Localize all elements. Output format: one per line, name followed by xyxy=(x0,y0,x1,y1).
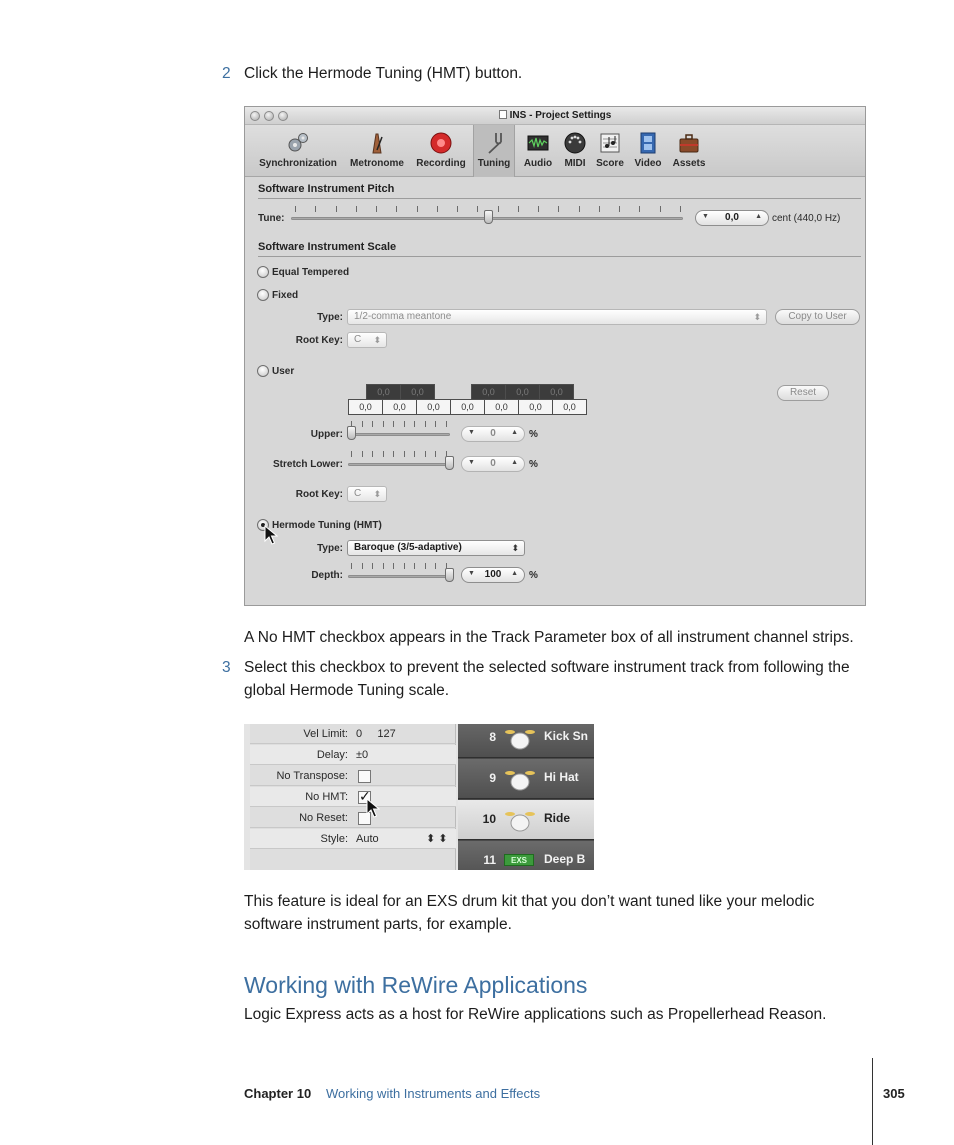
track-row[interactable] xyxy=(458,724,594,758)
user-cell[interactable]: 0,0 xyxy=(366,384,401,400)
user-cell[interactable]: 0,0 xyxy=(400,384,435,400)
footer-chapter: Chapter 10 xyxy=(244,1086,312,1101)
stretch-lower-value: 0 xyxy=(490,458,496,469)
user-radio[interactable] xyxy=(257,365,269,377)
fixed-label: Fixed xyxy=(272,290,299,301)
track-name: Hi Hat xyxy=(544,770,579,784)
track-name: Deep B xyxy=(544,852,586,866)
tab-midi[interactable] xyxy=(559,125,591,177)
window-title xyxy=(245,110,865,121)
user-cell[interactable]: 0,0 xyxy=(484,399,519,415)
midi-connector-icon xyxy=(563,131,587,155)
section-divider xyxy=(258,256,861,257)
step-text: Select this checkbox to prevent the selected software instrument track from following the global Hermode Tuning scale. xyxy=(244,659,850,699)
popup-arrows-icon[interactable]: ⬍ ⬍ xyxy=(426,833,448,845)
increment-arrow-icon[interactable]: ▲ xyxy=(511,459,518,466)
param-row-no-transpose xyxy=(250,766,456,786)
increment-arrow-icon[interactable]: ▲ xyxy=(511,429,518,436)
fixed-type-popup[interactable] xyxy=(347,309,767,325)
depth-value: 100 xyxy=(484,569,502,580)
increment-arrow-icon[interactable]: ▲ xyxy=(511,570,518,577)
tab-label: Score xyxy=(596,158,624,169)
param-label: Delay: xyxy=(316,749,348,761)
param-row-no-reset xyxy=(250,808,456,828)
user-cell[interactable]: 0,0 xyxy=(505,384,540,400)
param-value[interactable]: Auto xyxy=(356,833,379,845)
user-cells-bottom xyxy=(348,399,586,415)
track-row[interactable] xyxy=(458,841,594,870)
user-root-key-popup[interactable] xyxy=(347,486,387,502)
param-row-vel-limit xyxy=(250,724,456,744)
upper-label: Upper: xyxy=(310,429,343,440)
scale-section-title: Software Instrument Scale xyxy=(258,241,397,253)
window-titlebar xyxy=(245,107,865,125)
stretch-lower-slider-ticks xyxy=(351,451,447,459)
param-row-no-hmt xyxy=(250,787,456,807)
copy-to-user-button[interactable]: Copy to User xyxy=(775,309,860,325)
footer-chapter-title: Working with Instruments and Effects xyxy=(326,1086,541,1101)
fixed-root-key-popup[interactable] xyxy=(347,332,387,348)
footer-divider xyxy=(872,1058,873,1145)
param-label: No Reset: xyxy=(299,812,348,824)
upper-stepper[interactable] xyxy=(461,426,525,442)
tab-label: Tuning xyxy=(477,158,511,169)
fixed-type-label: Type: xyxy=(317,312,343,323)
tab-label: Assets xyxy=(672,158,706,169)
depth-slider[interactable] xyxy=(348,575,450,578)
document-icon xyxy=(499,110,507,119)
fixed-root-key-label: Root Key: xyxy=(295,335,343,346)
stretch-lower-label: Stretch Lower: xyxy=(272,459,343,470)
user-cell[interactable]: 0,0 xyxy=(416,399,451,415)
record-icon xyxy=(429,131,453,155)
depth-percent: % xyxy=(529,570,538,581)
paragraph: This feature is ideal for an EXS drum kit that you don’t want tuned like your melodic software instrument parts, for example. xyxy=(244,893,815,933)
user-cells-top-right xyxy=(471,384,573,400)
depth-stepper[interactable] xyxy=(461,567,525,583)
paragraph: Logic Express acts as a host for ReWire applications such as Propellerhead Reason. xyxy=(244,1006,827,1023)
param-row-style xyxy=(250,829,456,849)
mouse-pointer-icon xyxy=(264,525,278,545)
film-icon xyxy=(636,131,660,155)
page-number: 305 xyxy=(883,1086,905,1101)
tab-label: Audio xyxy=(523,158,553,169)
user-cell[interactable]: 0,0 xyxy=(348,399,383,415)
stretch-lower-slider-thumb[interactable] xyxy=(445,456,454,470)
track-parameter-box xyxy=(250,724,456,870)
drum-kit-icon xyxy=(504,806,536,834)
tab-label: Recording xyxy=(416,158,466,169)
tune-value: 0,0 xyxy=(725,212,739,223)
depth-slider-ticks xyxy=(351,563,447,571)
tab-label: Synchronization xyxy=(259,158,337,169)
section-heading: Working with ReWire Applications xyxy=(244,972,588,998)
decrement-arrow-icon[interactable]: ▼ xyxy=(468,459,475,466)
no-transpose-checkbox[interactable] xyxy=(358,770,371,783)
step-number: 2 xyxy=(222,65,231,82)
track-name: Ride xyxy=(544,811,571,825)
upper-percent: % xyxy=(529,429,538,440)
track-name: Kick Sn xyxy=(544,729,589,743)
user-cells-top-left xyxy=(366,384,434,400)
popup-arrows-icon: ⬍ xyxy=(373,335,381,345)
tab-assets[interactable] xyxy=(669,125,709,177)
track-list xyxy=(458,724,594,870)
upper-slider-thumb[interactable] xyxy=(347,426,356,440)
tab-recording[interactable] xyxy=(415,125,467,177)
exs-badge: EXS xyxy=(504,854,534,866)
user-cell[interactable]: 0,0 xyxy=(450,399,485,415)
track-row-selected[interactable] xyxy=(458,800,594,840)
score-icon xyxy=(598,131,622,155)
tab-tuning[interactable] xyxy=(473,125,515,177)
upper-value: 0 xyxy=(490,428,496,439)
popup-arrows-icon: ⬍ xyxy=(373,489,381,499)
tab-label: Video xyxy=(634,158,662,169)
step-number: 3 xyxy=(222,659,231,676)
param-row-delay xyxy=(250,745,456,765)
tune-label: Tune: xyxy=(258,213,285,224)
tab-label: MIDI xyxy=(564,158,586,169)
metronome-icon xyxy=(365,131,389,155)
tab-audio[interactable] xyxy=(519,125,557,177)
equal-tempered-label: Equal Tempered xyxy=(272,267,350,278)
param-label: Style: xyxy=(320,833,348,845)
param-value[interactable]: 0 127 xyxy=(356,728,396,740)
stretch-lower-stepper[interactable] xyxy=(461,456,525,472)
section-divider xyxy=(258,198,861,199)
fixed-root-key-value: C xyxy=(354,334,362,345)
param-label: No Transpose: xyxy=(276,770,348,782)
user-cell[interactable]: 0,0 xyxy=(471,384,506,400)
track-number: 8 xyxy=(489,730,496,744)
step-text: Click the Hermode Tuning (HMT) button. xyxy=(244,65,523,82)
tab-label: Metronome xyxy=(350,158,404,169)
tab-metronome[interactable] xyxy=(349,125,405,177)
hmt-type-value: Baroque (3/5-adaptive) xyxy=(354,542,462,553)
depth-slider-thumb[interactable] xyxy=(445,568,454,582)
upper-slider-ticks xyxy=(351,421,447,429)
popup-arrows-icon: ⬍ xyxy=(753,312,761,322)
user-cell[interactable]: 0,0 xyxy=(382,399,417,415)
window-title-text: INS - Project Settings xyxy=(509,110,612,121)
track-number: 10 xyxy=(482,812,496,826)
pitch-section-title: Software Instrument Pitch xyxy=(258,183,395,195)
stretch-lower-percent: % xyxy=(529,459,538,470)
tab-video[interactable] xyxy=(631,125,665,177)
tab-score[interactable] xyxy=(593,125,627,177)
tune-unit: cent (440,0 Hz) xyxy=(772,213,841,224)
track-number: 11 xyxy=(483,853,496,867)
user-root-key-label: Root Key: xyxy=(295,489,343,500)
user-root-key-value: C xyxy=(354,488,362,499)
depth-label: Depth: xyxy=(311,570,343,581)
user-cell[interactable]: 0,0 xyxy=(552,399,587,415)
popup-arrows-icon: ⬍ xyxy=(511,543,519,553)
audio-waveform-icon xyxy=(526,131,550,155)
track-parameter-screenshot xyxy=(244,724,594,870)
decrement-arrow-icon[interactable]: ▼ xyxy=(468,570,475,577)
tune-stepper[interactable] xyxy=(695,210,769,226)
param-label: Vel Limit: xyxy=(303,728,348,740)
stretch-lower-slider[interactable] xyxy=(348,463,450,466)
param-label: No HMT: xyxy=(305,791,348,803)
fixed-type-value: 1/2-comma meantone xyxy=(354,311,452,322)
drum-kit-icon xyxy=(504,765,536,793)
hmt-type-popup[interactable] xyxy=(347,540,525,556)
reset-button[interactable]: Reset xyxy=(777,385,829,401)
increment-arrow-icon[interactable]: ▲ xyxy=(755,213,762,220)
user-cell[interactable]: 0,0 xyxy=(539,384,574,400)
tuning-fork-icon xyxy=(482,131,506,155)
decrement-arrow-icon[interactable]: ▼ xyxy=(702,213,709,220)
fixed-radio[interactable] xyxy=(257,289,269,301)
tune-slider-thumb[interactable] xyxy=(484,210,493,224)
suitcase-icon xyxy=(677,131,701,155)
tab-synchronization[interactable] xyxy=(259,125,337,177)
project-settings-window xyxy=(244,106,866,606)
hermode-tuning-label: Hermode Tuning (HMT) xyxy=(272,520,382,531)
settings-toolbar xyxy=(245,125,865,177)
gears-icon xyxy=(286,131,310,155)
mouse-pointer-icon xyxy=(366,798,380,818)
track-number: 9 xyxy=(489,771,496,785)
drum-kit-icon xyxy=(504,724,536,752)
hmt-type-label: Type: xyxy=(317,543,343,554)
equal-tempered-radio[interactable] xyxy=(257,266,269,278)
user-cell[interactable]: 0,0 xyxy=(518,399,553,415)
param-value[interactable]: ±0 xyxy=(356,749,369,761)
paragraph: A No HMT checkbox appears in the Track Parameter box of all instrument channel strips. xyxy=(244,629,854,646)
upper-slider[interactable] xyxy=(348,433,450,436)
decrement-arrow-icon[interactable]: ▼ xyxy=(468,429,475,436)
track-row[interactable] xyxy=(458,759,594,799)
user-label: User xyxy=(272,366,295,377)
